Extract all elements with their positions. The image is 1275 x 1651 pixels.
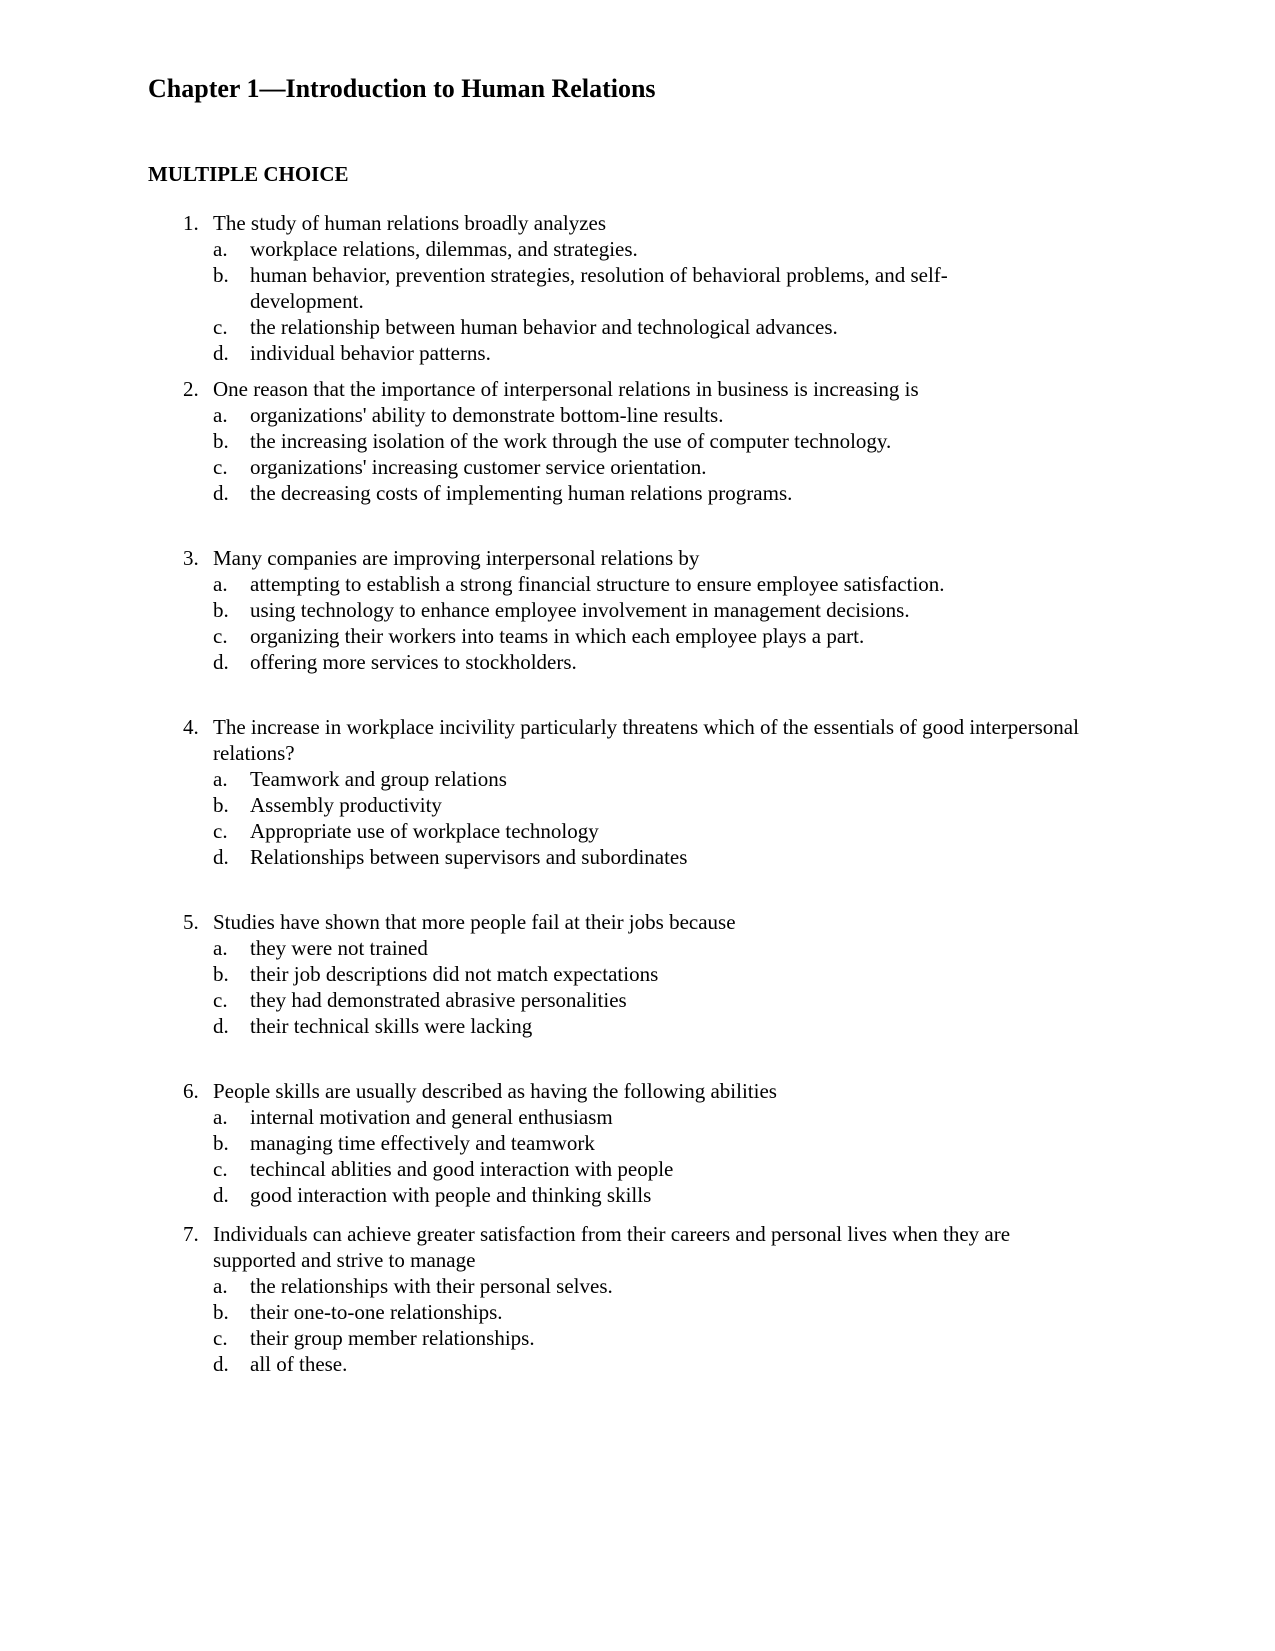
- option-text: the increasing isolation of the work through the use of computer technology.: [250, 429, 892, 453]
- option-c: [213, 1156, 1170, 1182]
- question-5: [170, 909, 1170, 1039]
- option-letter: c.: [213, 819, 228, 843]
- option-a: [213, 766, 1170, 792]
- option-letter: b.: [213, 429, 229, 453]
- option-letter: a.: [213, 1274, 228, 1298]
- question-4: [170, 714, 1170, 870]
- question-number: 7.: [183, 1222, 199, 1246]
- question-number: 2.: [183, 377, 199, 401]
- question-text: The increase in workplace incivility particularly threatens which of the essentials of good interpersonal relations?: [213, 715, 1079, 765]
- option-letter: c.: [213, 315, 228, 339]
- option-text: internal motivation and general enthusiasm: [250, 1105, 613, 1129]
- option-c: [213, 818, 1170, 844]
- answer-options: [170, 1273, 1170, 1377]
- question-number: 5.: [183, 910, 199, 934]
- option-a: [213, 935, 1170, 961]
- option-d: [213, 1351, 1170, 1377]
- question-number: 1.: [183, 211, 199, 235]
- option-text: their group member relationships.: [250, 1326, 535, 1350]
- option-a: [213, 236, 1170, 262]
- section-heading: MULTIPLE CHOICE: [148, 162, 349, 186]
- option-letter: a.: [213, 572, 228, 596]
- option-text: their job descriptions did not match expectations: [250, 962, 659, 986]
- option-letter: b.: [213, 598, 229, 622]
- option-d: [213, 480, 1170, 506]
- option-b: [213, 1299, 1170, 1325]
- option-letter: c.: [213, 1326, 228, 1350]
- option-text: organizing their workers into teams in which each employee plays a part.: [250, 624, 865, 648]
- option-text: individual behavior patterns.: [250, 341, 491, 365]
- option-text: good interaction with people and thinking skills: [250, 1183, 652, 1207]
- option-text: the relationship between human behavior and technological advances.: [250, 315, 838, 339]
- option-text: the relationships with their personal selves.: [250, 1274, 613, 1298]
- option-text: Appropriate use of workplace technology: [250, 819, 599, 843]
- question-text: Many companies are improving interpersonal relations by: [213, 546, 700, 570]
- option-letter: a.: [213, 936, 228, 960]
- option-letter: d.: [213, 1183, 229, 1207]
- option-letter: d.: [213, 481, 229, 505]
- option-letter: d.: [213, 845, 229, 869]
- option-letter: a.: [213, 403, 228, 427]
- option-letter: c.: [213, 988, 228, 1012]
- option-letter: d.: [213, 1014, 229, 1038]
- answer-options: [170, 236, 1170, 366]
- chapter-title: Chapter 1—Introduction to Human Relations: [148, 74, 656, 103]
- question-6: [170, 1078, 1170, 1208]
- option-letter: c.: [213, 1157, 228, 1181]
- option-text: their one-to-one relationships.: [250, 1300, 503, 1324]
- option-text: managing time effectively and teamwork: [250, 1131, 595, 1155]
- option-b: [213, 1130, 1170, 1156]
- option-text: Relationships between supervisors and subordinates: [250, 845, 688, 869]
- question-number: 4.: [183, 715, 199, 739]
- option-text: their technical skills were lacking: [250, 1014, 533, 1038]
- question-text: One reason that the importance of interpersonal relations in business is increasing is: [213, 377, 919, 401]
- option-text: attempting to establish a strong financial structure to ensure employee satisfaction.: [250, 572, 945, 596]
- option-c: [213, 1325, 1170, 1351]
- option-text: they were not trained: [250, 936, 428, 960]
- option-letter: a.: [213, 1105, 228, 1129]
- option-a: [213, 1104, 1170, 1130]
- option-letter: c.: [213, 624, 228, 648]
- option-letter: a.: [213, 237, 228, 261]
- option-letter: a.: [213, 767, 228, 791]
- option-text: organizations' ability to demonstrate bottom-line results.: [250, 403, 724, 427]
- option-letter: b.: [213, 263, 229, 287]
- option-text: they had demonstrated abrasive personalities: [250, 988, 627, 1012]
- option-text: techincal ablities and good interaction with people: [250, 1157, 674, 1181]
- option-letter: b.: [213, 793, 229, 817]
- answer-options: [170, 571, 1170, 675]
- answer-options: [170, 1104, 1170, 1208]
- option-d: [213, 1182, 1170, 1208]
- option-d: [213, 649, 1170, 675]
- option-text: human behavior, prevention strategies, resolution of behavioral problems, and self-development.: [250, 263, 948, 313]
- question-text: Studies have shown that more people fail at their jobs because: [213, 910, 736, 934]
- option-c: [213, 623, 1170, 649]
- answer-options: [170, 935, 1170, 1039]
- answer-options: [170, 766, 1170, 870]
- option-b: [213, 262, 1170, 314]
- option-b: [213, 961, 1170, 987]
- option-a: [213, 402, 1170, 428]
- option-b: [213, 428, 1170, 454]
- option-d: [213, 844, 1170, 870]
- question-text: The study of human relations broadly analyzes: [213, 211, 607, 235]
- option-d: [213, 1013, 1170, 1039]
- option-letter: c.: [213, 455, 228, 479]
- option-letter: b.: [213, 962, 229, 986]
- option-letter: b.: [213, 1131, 229, 1155]
- option-text: offering more services to stockholders.: [250, 650, 577, 674]
- option-text: all of these.: [250, 1352, 348, 1376]
- option-text: workplace relations, dilemmas, and strategies.: [250, 237, 638, 261]
- question-3: [170, 545, 1170, 675]
- option-text: organizations' increasing customer service orientation.: [250, 455, 707, 479]
- question-number: 3.: [183, 546, 199, 570]
- question-1: [170, 210, 1170, 366]
- option-d: [213, 340, 1170, 366]
- question-2: [170, 376, 1170, 506]
- option-letter: b.: [213, 1300, 229, 1324]
- question-text: Individuals can achieve greater satisfaction from their careers and personal lives when they are supported and strive to manage: [213, 1222, 1011, 1272]
- option-c: [213, 987, 1170, 1013]
- option-letter: d.: [213, 1352, 229, 1376]
- option-b: [213, 792, 1170, 818]
- question-7: [170, 1221, 1170, 1377]
- option-letter: d.: [213, 341, 229, 365]
- option-text: Assembly productivity: [250, 793, 442, 817]
- option-letter: d.: [213, 650, 229, 674]
- question-number: 6.: [183, 1079, 199, 1103]
- option-b: [213, 597, 1170, 623]
- question-text: People skills are usually described as having the following abilities: [213, 1079, 777, 1103]
- option-c: [213, 454, 1170, 480]
- answer-options: [170, 402, 1170, 506]
- option-text: using technology to enhance employee involvement in management decisions.: [250, 598, 910, 622]
- option-text: the decreasing costs of implementing human relations programs.: [250, 481, 793, 505]
- option-a: [213, 1273, 1170, 1299]
- option-a: [213, 571, 1170, 597]
- option-text: Teamwork and group relations: [250, 767, 507, 791]
- option-c: [213, 314, 1170, 340]
